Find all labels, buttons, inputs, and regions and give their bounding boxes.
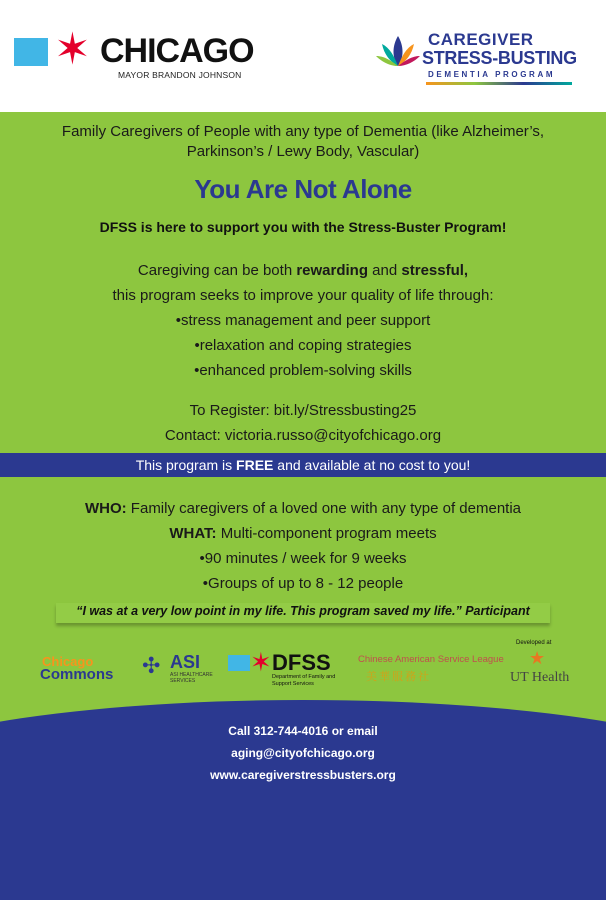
dfss-star-icon: ✶ xyxy=(250,648,272,678)
program-logo-line3: DEMENTIA PROGRAM xyxy=(428,70,556,79)
body-line1-pre: Caregiving can be both xyxy=(137,262,297,279)
chicago-star-icon: ✶ xyxy=(54,24,91,75)
chicago-logo xyxy=(14,24,254,80)
body-line2: this program seeks to improve your quality of life through: xyxy=(112,287,494,304)
what-line xyxy=(0,525,606,542)
body-line1 xyxy=(0,262,606,279)
free-banner xyxy=(0,453,606,477)
benefit-item: •enhanced problem-solving skills xyxy=(194,362,412,379)
page-subtitle: DFSS is here to support you with the Stress-Buster Program! xyxy=(99,219,507,235)
program-logo xyxy=(374,28,584,98)
footer-website[interactable]: www.caregiverstressbusters.org xyxy=(210,768,396,782)
lotus-icon xyxy=(374,30,422,78)
free-banner-bold: FREE xyxy=(236,457,274,473)
intro-line2: Parkinson’s / Lewy Body, Vascular) xyxy=(186,143,420,160)
asi-hands-icon: ✣ xyxy=(142,654,161,679)
what-item: •Groups of up to 8 - 12 people xyxy=(202,575,404,592)
dfss-logo: DFSS xyxy=(272,650,331,675)
page-title: You Are Not Alone xyxy=(194,174,412,204)
program-logo-line1: CAREGIVER xyxy=(428,30,534,49)
benefit-item: •relaxation and coping strategies xyxy=(194,337,412,354)
ut-star-icon: ★ xyxy=(529,648,546,669)
asi-logo: ASI xyxy=(170,652,201,672)
dfss-logo-sub: Department of Family and Support Services xyxy=(272,674,336,687)
body-line1-bold1: rewarding xyxy=(296,262,369,279)
free-banner-pre: This program is xyxy=(135,457,237,473)
chicago-commons-logo-line2: Commons xyxy=(40,666,114,683)
free-banner-post: and available at no cost to you! xyxy=(273,457,471,473)
program-logo-line2: STRESS-BUSTING xyxy=(422,48,577,68)
benefit-item: •stress management and peer support xyxy=(175,312,431,329)
what-item: •90 minutes / week for 9 weeks xyxy=(199,550,407,567)
ut-health-logo: UT Health xyxy=(510,670,570,685)
mayor-name: MAYOR BRANDON JOHNSON xyxy=(118,70,242,80)
testimonial-quote: “I was at a very low point in my life. This program saved my life.” Participant xyxy=(76,604,530,618)
partner-logos xyxy=(0,640,606,700)
footer-call: Call 312-744-4016 or email xyxy=(228,724,378,738)
register-link[interactable]: To Register: bit.ly/Stressbusting25 xyxy=(189,402,417,419)
chicago-flag-icon xyxy=(14,38,48,66)
casl-logo-chinese: 美華服務社 xyxy=(366,670,431,683)
who-text: Family caregivers of a loved one with any type of dementia xyxy=(126,500,522,517)
dfss-flag-icon xyxy=(228,655,250,671)
intro-line1: Family Caregivers of People with any type of Dementia (like Alzheimer’s, xyxy=(61,123,545,140)
chicago-wordmark: CHICAGO xyxy=(100,32,254,70)
chicago-commons-logo-line1: Chicago xyxy=(42,654,94,669)
who-label: WHO: xyxy=(84,500,127,517)
contact-email[interactable]: Contact: victoria.russo@cityofchicago.org xyxy=(164,427,442,444)
what-text: Multi-component program meets xyxy=(216,525,437,542)
casl-logo: Chinese American Service League xyxy=(358,654,504,665)
who-line xyxy=(0,500,606,517)
program-logo-stripe xyxy=(426,82,572,85)
footer-email[interactable]: aging@cityofchicago.org xyxy=(231,746,375,760)
developed-at-label: Developed at xyxy=(516,640,552,646)
asi-logo-sub: ASI HEALTHCARE SERVICES xyxy=(170,672,213,684)
body-line1-mid: and xyxy=(368,262,402,279)
intro-text xyxy=(0,122,606,162)
body-line1-bold2: stressful, xyxy=(401,262,469,279)
header xyxy=(0,0,606,112)
what-label: WHAT: xyxy=(169,525,217,542)
